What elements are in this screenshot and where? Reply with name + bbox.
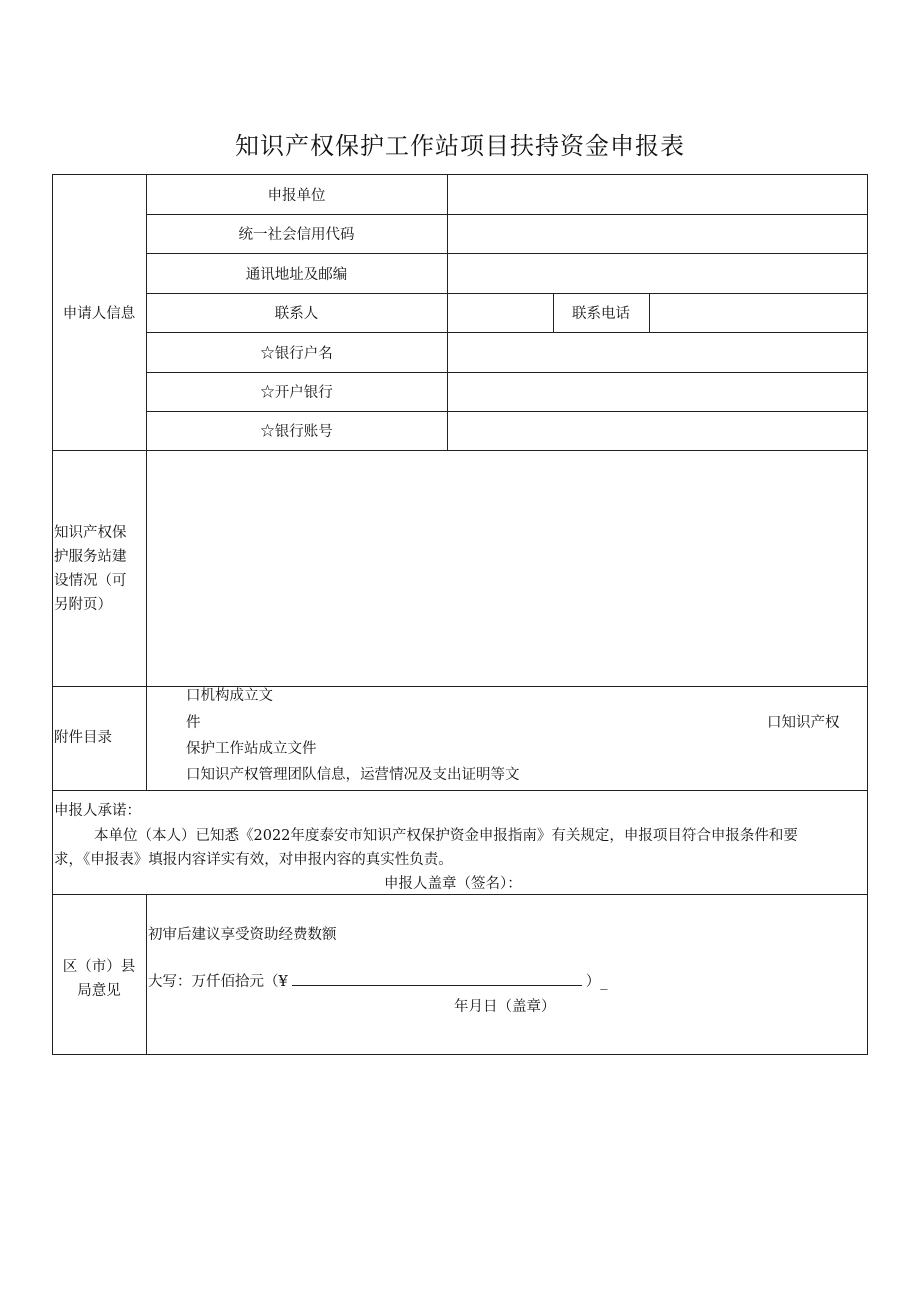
table-border-bottom: [52, 1054, 868, 1055]
construction-label-line: 设情况（可: [54, 573, 127, 589]
commitment-text-line1: 本单位（本人）已知悉《2022年度泰安市知识产权保护资金申报指南》有关规定，申报项目符合申报条件和要: [94, 828, 798, 844]
form-title: 知识产权保护工作站项目扶持资金申报表: [235, 132, 685, 160]
divider: [52, 790, 868, 791]
divider: [146, 686, 147, 790]
bank-account-field[interactable]: [447, 411, 867, 450]
funding-suggestion-label: 初审后建议享受资助经费数额: [148, 927, 337, 943]
construction-label: [54, 521, 144, 617]
county-opinion-label-line2: 局意见: [77, 983, 121, 999]
address-label: 通讯地址及邮编: [245, 266, 348, 283]
attachment-item-org-establishment-cont: 件: [186, 715, 201, 731]
bank-account-name-field[interactable]: [447, 332, 867, 372]
amount-suffix: ）_: [585, 974, 608, 990]
amount-prefix: 大写：万仟佰拾元（¥: [148, 974, 288, 990]
phone-field[interactable]: [649, 293, 867, 332]
phone-label: 联系电话: [572, 306, 630, 322]
table-border-right: [867, 174, 868, 1054]
attachment-item-team-info[interactable]: 口知识产权管理团队信息，运营情况及支出证明等文: [186, 767, 520, 783]
unit-label: 申报单位: [267, 187, 326, 204]
attachments-label: 附件目录: [54, 730, 112, 746]
construction-label-line: 护服务站建: [54, 549, 127, 565]
commitment-heading: 申报人承诺：: [54, 803, 141, 819]
amount-input[interactable]: [292, 973, 582, 986]
date-stamp-label: 年月日（盖章）: [454, 999, 556, 1015]
applicant-section-label: 申请人信息: [62, 305, 136, 322]
contact-field[interactable]: [447, 293, 553, 332]
attachment-item-org-establishment[interactable]: 口机构成立文: [186, 688, 273, 704]
bank-account-label: ☆银行账号: [260, 424, 333, 440]
bank-field[interactable]: [447, 372, 867, 411]
contact-label: 联系人: [274, 306, 319, 322]
unit-field[interactable]: [447, 174, 867, 214]
credit-code-field[interactable]: [447, 214, 867, 253]
county-opinion-label: [52, 955, 146, 1003]
divider: [146, 894, 147, 1054]
credit-code-label: 统一社会信用代码: [238, 227, 355, 243]
construction-label-line: 知识产权保: [54, 525, 127, 541]
county-opinion-label-line1: 区（市）县: [62, 959, 136, 975]
bank-account-name-label: ☆银行户名: [260, 345, 333, 362]
bank-label: ☆开户银行: [260, 385, 333, 401]
applicant-signature-label: 申报人盖章（签名）：: [384, 876, 522, 892]
attachment-item-station-establishment[interactable]: 口知识产权: [767, 715, 840, 731]
construction-label-line: 另附页）: [54, 597, 112, 613]
attachment-item-station-establishment-cont: 保护工作站成立文件: [186, 741, 317, 757]
amount-row: [148, 972, 607, 992]
divider: [52, 686, 868, 687]
commitment-text-line2: 求，《申报表》填报内容详实有效，对申报内容的真实性负责。: [54, 852, 453, 868]
divider: [52, 894, 868, 895]
construction-content-field[interactable]: [146, 450, 867, 686]
address-field[interactable]: [447, 253, 867, 293]
